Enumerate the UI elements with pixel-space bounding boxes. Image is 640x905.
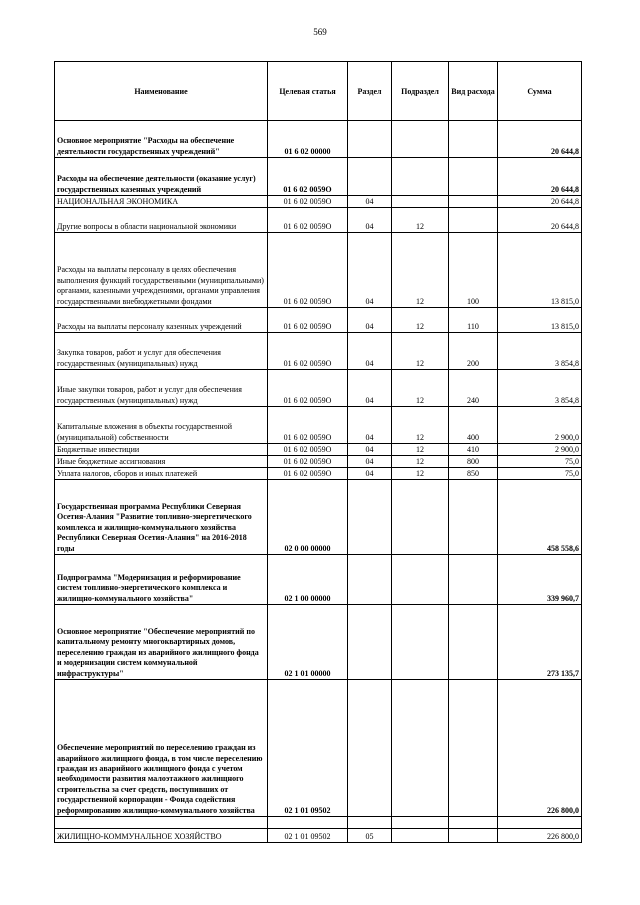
cell-sum: 226 800,0 — [498, 829, 582, 843]
budget-table — [54, 61, 582, 843]
cell-section — [348, 480, 392, 555]
cell-section — [348, 555, 392, 605]
cell-name: Капитальные вложения в объекты государственной (муниципальной) собственности — [55, 407, 268, 444]
header-kind: Вид расхода — [449, 62, 498, 121]
cell-name: НАЦИОНАЛЬНАЯ ЭКОНОМИКА — [55, 196, 268, 208]
cell-kind: 850 — [449, 468, 498, 480]
cell-sum: 13 815,0 — [498, 233, 582, 308]
cell-kind — [449, 208, 498, 233]
cell-target: 01 6 02 0059О — [268, 196, 348, 208]
table-row — [55, 158, 582, 196]
header-name: Наименование — [55, 62, 268, 121]
header-sum: Сумма — [498, 62, 582, 121]
table-row — [55, 480, 582, 555]
cell-target: 01 6 02 0059О — [268, 208, 348, 233]
cell-subsection: 12 — [392, 468, 449, 480]
cell-section: 04 — [348, 233, 392, 308]
table-header — [55, 62, 582, 121]
cell-sum: 20 644,8 — [498, 208, 582, 233]
cell-name: Обеспечение мероприятий по переселению граждан из аварийного жилищного фонда, в том числе переселению граждан из аварийного жилищного фонда с учетом необходимости развития малоэтажного жилищного строительства за счет средств, поступивших от государственной корпорации - Фонда содействия реформированию жилищно-коммунального хозяйства — [55, 680, 268, 817]
table-row — [55, 605, 582, 680]
table-row — [55, 444, 582, 456]
cell-subsection: 12 — [392, 308, 449, 333]
cell-subsection — [392, 196, 449, 208]
table-row — [55, 680, 582, 817]
cell-target: 01 6 02 0059О — [268, 158, 348, 196]
cell-kind: 240 — [449, 370, 498, 407]
cell-name: Основное мероприятие "Расходы на обеспечение деятельности государственных учреждений" — [55, 121, 268, 158]
table-row — [55, 829, 582, 843]
cell-section: 04 — [348, 370, 392, 407]
table-row — [55, 333, 582, 370]
cell-kind — [449, 480, 498, 555]
cell-target: 01 6 02 0059О — [268, 233, 348, 308]
cell-name: Расходы на выплаты персоналу в целях обеспечения выполнения функций государственными (муниципальными) органами, казенными учреждениями, органами управления государственными внебюджетными фондами — [55, 233, 268, 308]
cell-section: 04 — [348, 407, 392, 444]
cell-subsection: 12 — [392, 456, 449, 468]
cell-target: 02 0 00 00000 — [268, 480, 348, 555]
cell-section: 04 — [348, 208, 392, 233]
cell-section: 04 — [348, 196, 392, 208]
cell-target: 02 1 00 00000 — [268, 555, 348, 605]
cell-kind — [449, 555, 498, 605]
cell-kind — [449, 829, 498, 843]
header-section: Раздел — [348, 62, 392, 121]
cell-sum: 3 854,8 — [498, 333, 582, 370]
cell-sum — [498, 817, 582, 829]
cell-subsection: 12 — [392, 370, 449, 407]
cell-name — [55, 817, 268, 829]
cell-subsection — [392, 158, 449, 196]
cell-sum: 20 644,8 — [498, 196, 582, 208]
table-body — [55, 121, 582, 843]
cell-kind: 400 — [449, 407, 498, 444]
cell-target: 01 6 02 0059О — [268, 308, 348, 333]
cell-kind — [449, 817, 498, 829]
cell-section: 04 — [348, 468, 392, 480]
cell-name: Иные закупки товаров, работ и услуг для обеспечения государственных (муниципальных) нужд — [55, 370, 268, 407]
cell-section — [348, 817, 392, 829]
cell-name: Расходы на обеспечение деятельности (оказание услуг) государственных казенных учреждений — [55, 158, 268, 196]
cell-subsection — [392, 555, 449, 605]
cell-subsection — [392, 817, 449, 829]
cell-target: 01 6 02 0059О — [268, 370, 348, 407]
cell-target: 01 6 02 0059О — [268, 333, 348, 370]
cell-kind — [449, 158, 498, 196]
cell-subsection: 12 — [392, 407, 449, 444]
cell-sum: 339 960,7 — [498, 555, 582, 605]
table-row — [55, 370, 582, 407]
cell-subsection — [392, 680, 449, 817]
cell-name: Расходы на выплаты персоналу казенных учреждений — [55, 308, 268, 333]
cell-sum: 226 800,0 — [498, 680, 582, 817]
cell-kind: 200 — [449, 333, 498, 370]
cell-sum: 2 900,0 — [498, 407, 582, 444]
cell-target: 02 1 01 00000 — [268, 605, 348, 680]
cell-section — [348, 605, 392, 680]
cell-subsection: 12 — [392, 444, 449, 456]
cell-section: 04 — [348, 444, 392, 456]
cell-target — [268, 817, 348, 829]
cell-target: 01 6 02 00000 — [268, 121, 348, 158]
cell-target: 01 6 02 0059О — [268, 456, 348, 468]
cell-kind: 100 — [449, 233, 498, 308]
cell-kind — [449, 121, 498, 158]
table-row — [55, 208, 582, 233]
cell-sum: 3 854,8 — [498, 370, 582, 407]
cell-name: Подпрограмма "Модернизация и реформирование систем топливно-энергетического комплекса и жилищно-коммунального хозяйства" — [55, 555, 268, 605]
cell-section — [348, 680, 392, 817]
cell-subsection — [392, 829, 449, 843]
cell-name: Уплата налогов, сборов и иных платежей — [55, 468, 268, 480]
cell-sum: 75,0 — [498, 468, 582, 480]
cell-target: 01 6 02 0059О — [268, 468, 348, 480]
cell-section: 04 — [348, 456, 392, 468]
cell-subsection: 12 — [392, 233, 449, 308]
table-row — [55, 456, 582, 468]
cell-target: 01 6 02 0059О — [268, 444, 348, 456]
cell-subsection — [392, 605, 449, 680]
cell-name: Другие вопросы в области национальной экономики — [55, 208, 268, 233]
cell-name: Закупка товаров, работ и услуг для обеспечения государственных (муниципальных) нужд — [55, 333, 268, 370]
table-gap-row — [55, 817, 582, 829]
cell-sum: 13 815,0 — [498, 308, 582, 333]
cell-name: Иные бюджетные ассигнования — [55, 456, 268, 468]
cell-kind — [449, 605, 498, 680]
cell-name: ЖИЛИЩНО-КОММУНАЛЬНОЕ ХОЗЯЙСТВО — [55, 829, 268, 843]
cell-kind — [449, 680, 498, 817]
cell-name: Основное мероприятие "Обеспечение мероприятий по капитальному ремонту многоквартирных домов, переселению граждан из аварийного жилищного фонда и модернизации систем коммунальной инфраструктуры" — [55, 605, 268, 680]
header-subsection: Подраздел — [392, 62, 449, 121]
cell-sum: 20 644,8 — [498, 121, 582, 158]
cell-subsection — [392, 121, 449, 158]
cell-subsection — [392, 480, 449, 555]
cell-kind: 800 — [449, 456, 498, 468]
table-row — [55, 121, 582, 158]
cell-target: 02 1 01 09502 — [268, 680, 348, 817]
cell-section — [348, 121, 392, 158]
table-row — [55, 308, 582, 333]
cell-subsection: 12 — [392, 208, 449, 233]
table-row — [55, 407, 582, 444]
cell-kind — [449, 196, 498, 208]
cell-sum: 2 900,0 — [498, 444, 582, 456]
cell-sum: 273 135,7 — [498, 605, 582, 680]
cell-kind: 110 — [449, 308, 498, 333]
table-row — [55, 196, 582, 208]
cell-section: 04 — [348, 333, 392, 370]
cell-subsection: 12 — [392, 333, 449, 370]
table-row — [55, 555, 582, 605]
cell-sum: 458 558,6 — [498, 480, 582, 555]
cell-section: 05 — [348, 829, 392, 843]
cell-name: Бюджетные инвестиции — [55, 444, 268, 456]
cell-name: Государственная программа Республики Северная Осетия-Алания "Развитие топливно-энергетического комплекса и жилищно-коммунального хозяйства Республики Северная Осетия-Алания" на 2016-2018 годы — [55, 480, 268, 555]
cell-kind: 410 — [449, 444, 498, 456]
cell-sum: 20 644,8 — [498, 158, 582, 196]
table-row — [55, 233, 582, 308]
table-row — [55, 468, 582, 480]
cell-target: 01 6 02 0059О — [268, 407, 348, 444]
cell-sum: 75,0 — [498, 456, 582, 468]
cell-section: 04 — [348, 308, 392, 333]
cell-section — [348, 158, 392, 196]
page-number: 569 — [313, 27, 327, 37]
cell-target: 02 1 01 09502 — [268, 829, 348, 843]
header-target: Целевая статья — [268, 62, 348, 121]
